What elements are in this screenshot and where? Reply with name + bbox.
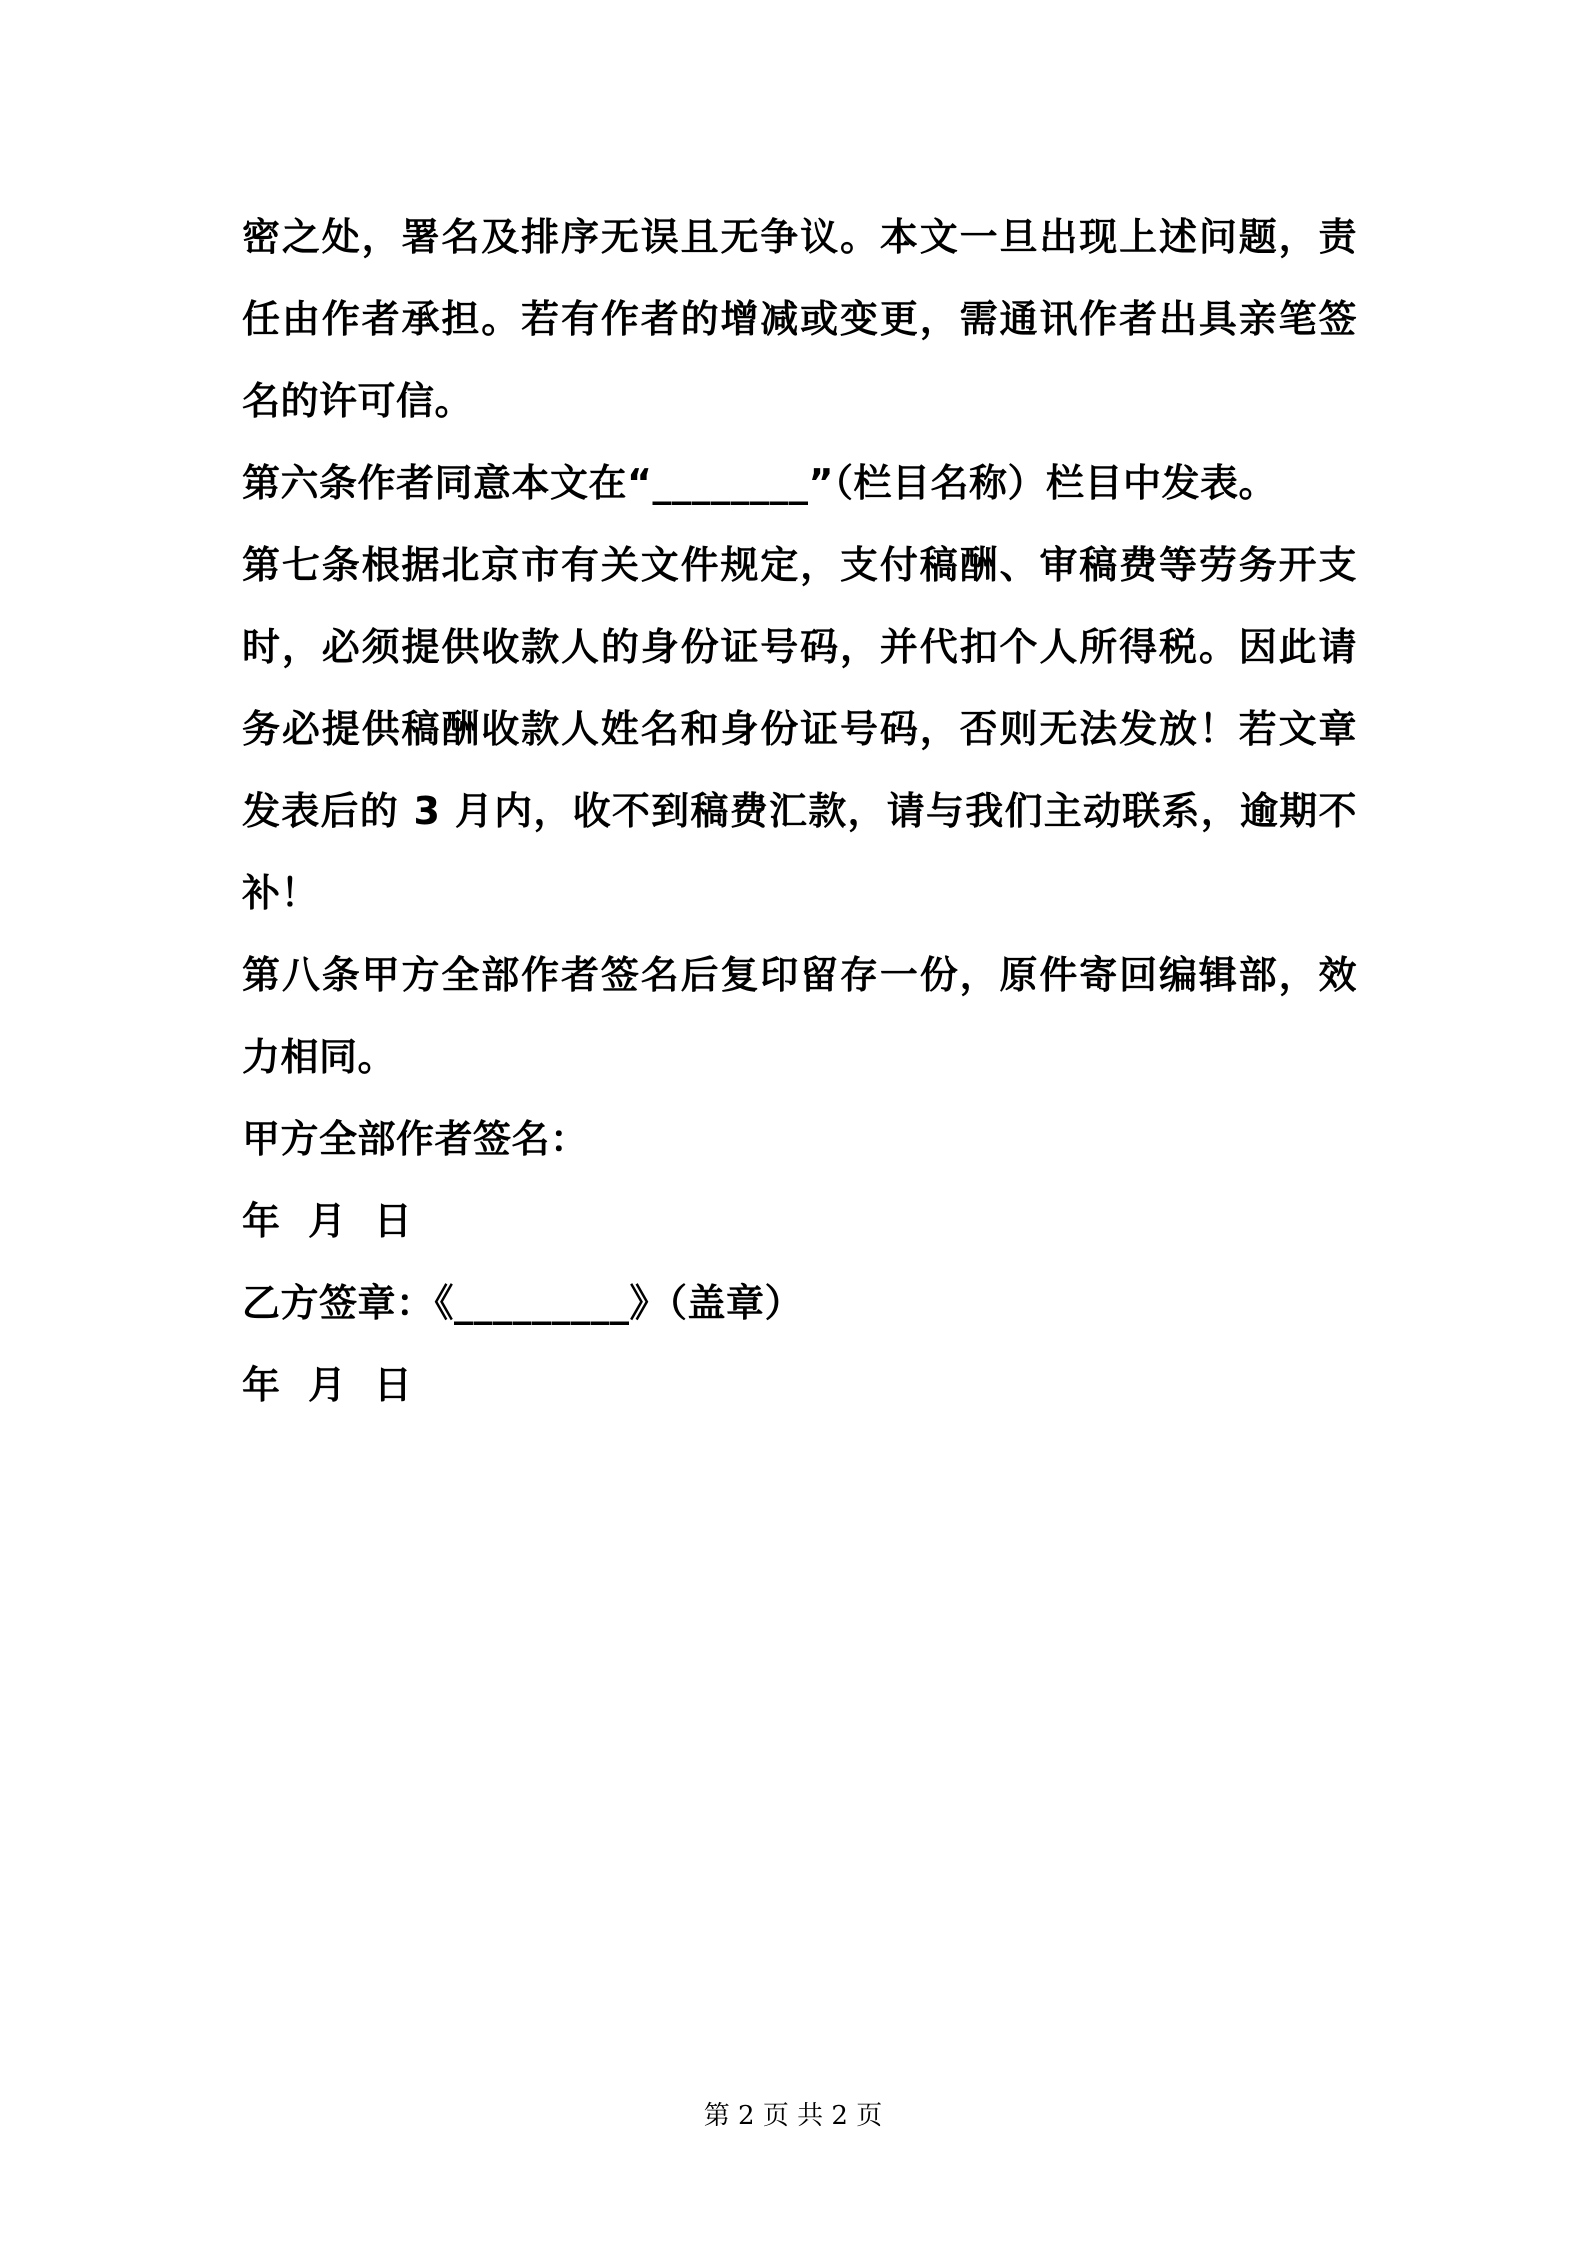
document-body xyxy=(242,196,1357,1426)
party-a-date-line: 年 月 日 xyxy=(242,1199,413,1243)
paragraph-article-8: 第八条甲方全部作者签名后复印留存一份，原件寄回编辑部，效力相同。 xyxy=(242,953,1357,1079)
party-a-signature-label: 甲方全部作者签名： xyxy=(242,1117,589,1161)
page-number-footer: 第 2 页 共 2 页 xyxy=(703,2101,883,2131)
paragraph-article-7: 第七条根据北京市有关文件规定，支付稿酬、审稿费等劳务开支时，必须提供收款人的身份证号码，并代扣个人所得税。因此请务必提供稿酬收款人姓名和身份证号码，否则无法发放！若文章发表后的 3 月内，收不到稿费汇款，请与我们主动联系，逾期不补！ xyxy=(242,543,1357,915)
party-b-seal-line: 乙方签章：《_________》（盖章） xyxy=(242,1281,804,1325)
paragraph-confidentiality-continued: 密之处，署名及排序无误且无争议。本文一旦出现上述问题，责任由作者承担。若有作者的增减或变更，需通讯作者出具亲笔签名的许可信。 xyxy=(242,215,1357,423)
party-b-date-line: 年 月 日 xyxy=(242,1363,413,1407)
paragraph-article-6: 第六条作者同意本文在“________”（栏目名称）栏目中发表。 xyxy=(242,461,1277,505)
